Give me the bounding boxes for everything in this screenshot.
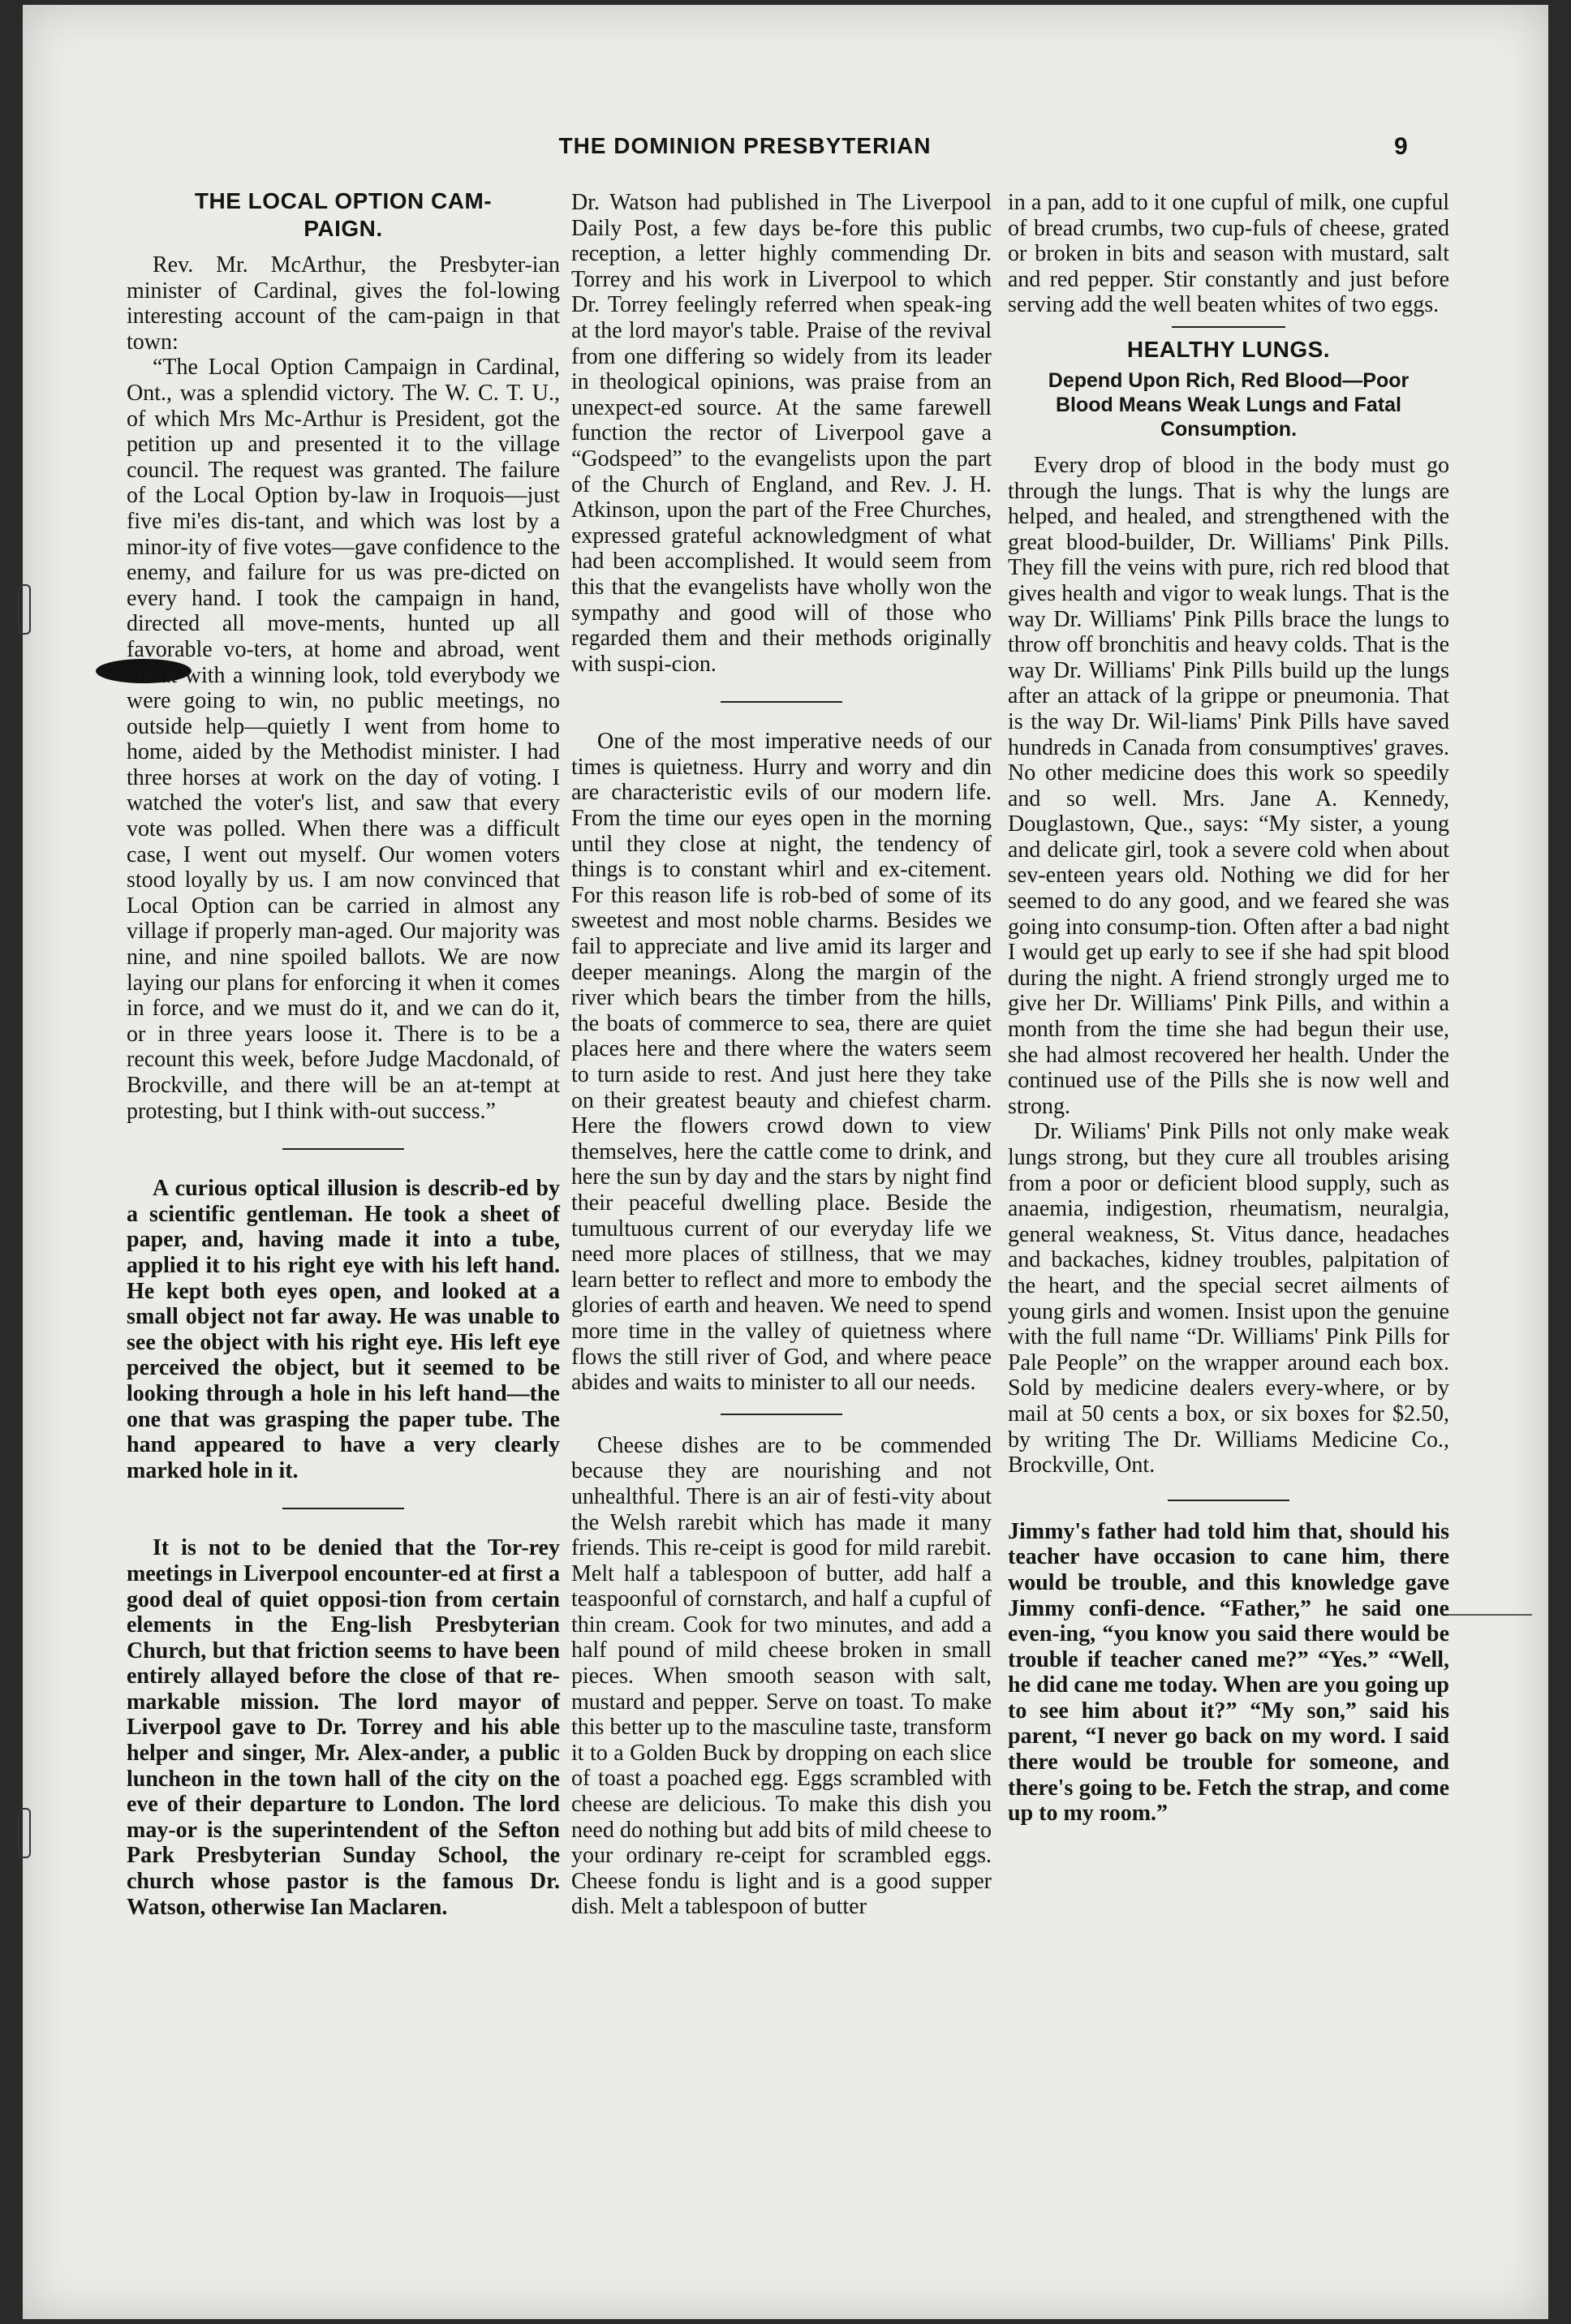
- column-2: [571, 190, 992, 1920]
- headline-local-option: THE LOCAL OPTION CAM- PAIGN.: [194, 188, 493, 241]
- subhead-healthy-lungs: Depend Upon Rich, Red Blood—Poor Blood Means Weak Lungs and Fatal Consumption.: [1048, 368, 1410, 441]
- page-number: 9: [1394, 133, 1408, 160]
- column-1: [127, 187, 560, 1920]
- running-title: THE DOMINION PRESBYTERIAN: [558, 133, 932, 158]
- column-rule: [1172, 326, 1285, 328]
- article-jimmy-father: Jimmy's father had told him that, should his teacher have occasion to cane him, there would be trouble, and this knowledge gave Jimmy confi-dence. “Father,” he said one even-ing, “you know you said there would be trouble if teacher caned me?” “Yes.” “Well, he did cane me today. When are you going up to see him about it?” “My son,” said his parent, “I never go back on my word. I said there would be trouble for someone, and there's going to be. Fetch the strap, and come up to my room.”: [1008, 1518, 1449, 1827]
- article-torrey-meetings: It is not to be denied that the Tor-rey meetings in Liverpool encounter-ed at first a good deal of quiet opposi-tion from certain elements in the Eng-lish Presbyterian Church, but that friction seems to have been entirely allayed before the close of that re-markable mission. The lord mayor of Liverpool gave to Dr. Torrey and his able helper and singer, Mr. Alex-ander, a public luncheon in the town hall of the city on the eve of their departure to London. The lord may-or is the superintendent of the Sefton Park Presbyterian Sunday School, the church whose pastor is the famous Dr. Watson, otherwise Ian Maclaren.: [127, 1535, 560, 1920]
- article-cheese-continued: in a pan, add to it one cupful of milk, one cupful of bread crumbs, two cup-fuls of cheese, grated or broken in bits and season with mustard, salt and red pepper. Stir constantly and just before serving add the well beaten whites of two eggs.: [1008, 190, 1449, 318]
- article-local-option-intro: Rev. Mr. McArthur, the Presbyter-ian minister of Cardinal, gives the fol-lowing interesting account of the cam-paign in that town:: [127, 252, 560, 355]
- column-rule: [282, 1148, 404, 1150]
- column-rule: [721, 701, 842, 703]
- advert-healthy-lungs-body: Every drop of blood in the body must go through the lungs. That is why the lungs are helped, and healed, and strengthened with the great blood-builder, Dr. Williams' Pink Pills. They fill the veins with pure, rich red blood that gives health and vigor to weak lungs. That is the way Dr. Williams' Pink Pills brace the lungs to throw off bronchitis and heavy colds. That is the way Dr. Williams' Pink Pills build up the lungs after an attack of la grippe or pneumonia. That is the way Dr. Wil-liams' Pink Pills have saved hundreds in Canada from consumptives' graves. No other medicine does this work so speedily and so well. Mrs. Jane A. Kennedy, Douglastown, Que., says: “My sister, a young and delicate girl, took a severe cold when about sev-enteen years old. Nothing we did for her seemed to do any good, and we feared she was going into consump-tion. Often after a bad night I would get up early to see if she had spit blood during the night. A friend strongly urged me to give her Dr. Williams' Pink Pills, and within a month from the time she had begun their use, she had almost recovered her health. Under the continued use of the Pills she is now well and strong.: [1008, 452, 1449, 1119]
- column-rule: [282, 1508, 404, 1509]
- column-rule: [721, 1414, 842, 1415]
- column-3: [1008, 190, 1449, 1827]
- advert-healthy-lungs-cure: Dr. Wiliams' Pink Pills not only make weak lungs strong, but they cure all troubles arising from a poor or deficient blood supply, such as anaemia, indigestion, rheumatism, neuralgia, general weakness, St. Vitus dance, headaches and backaches, kidney troubles, palpitation of the heart, and the special secret ailments of young girls and women. Insist upon the genuine with the full name “Dr. Williams' Pink Pills for Pale People” on the wrapper around each box. Sold by medicine dealers every-where, or by mail at 50 cents a box, or six boxes for $2.50, by writing The Dr. Williams Medicine Co., Brockville, Ont.: [1008, 1119, 1449, 1478]
- article-optical-illusion: A curious optical illusion is describ-ed by a scientific gentleman. He took a sheet of paper, and, having made it into a tube, applied it to his right eye with his left hand. He kept both eyes open, and looked at a small object not far away. He was unable to see the object with his right eye. His left eye perceived the object, but it seemed to be looking through a hole in his left hand—the one that was grasping the paper tube. The hand appeared to have a very clearly marked hole in it.: [127, 1176, 560, 1483]
- column-rule: [1168, 1500, 1289, 1501]
- margin-stray-line: [1443, 1614, 1532, 1616]
- binding-mark-top: [18, 584, 31, 635]
- binding-mark-bottom: [18, 1808, 31, 1858]
- article-torrey-continued: Dr. Watson had published in The Liverpool Daily Post, a few days be-fore this public reception, a letter highly commending Dr. Torrey and his work in Liverpool to which Dr. Torrey feelingly referred when speak-ing at the lord mayor's table. Praise of the revival from one differing so widely from its leader in theological opinions, was praise from an unexpect-ed source. At the same farewell function the rector of Liverpool gave a “Godspeed” to the evangelists upon the part of the Church of England, and Rev. J. H. Atkinson, upon the part of the Free Churches, expressed grateful acknowledgment of what had been accomplished. It would seem from this that the evangelists have wholly won the sympathy and good will of those who regarded them and their methods originally with suspi-cion.: [571, 190, 992, 677]
- article-quietness: One of the most imperative needs of our times is quietness. Hurry and worry and din are characteristic evils of our modern life. From the time our eyes open in the morning until they close at night, the tendency of things is to constant whirl and ex-citement. For this reason life is rob-bed of some of its sweetest and most noble charms. Besides we fail to appreciate and live amid its larger and deeper meanings. Along the margin of the river which bears the timber from the hills, the boats of commerce to sea, there are quiet places here and there where the waters seem to turn aside to rest. And just here they take on their greatest beauty and chiefest charm. Here the flowers crowd down to view themselves, here the cattle come to drink, and here the sun by day and the stars by night find their peaceful dwelling place. Beside the tumultuous current of our everyday life we need more places of stillness, that we may learn better to reflect and more to embody the glories of earth and heaven. We need to spend more time in the valley of quietness where flows the still river of God, and where peace abides and waits to minister to all our needs.: [571, 729, 992, 1396]
- headline-healthy-lungs: HEALTHY LUNGS.: [1126, 336, 1331, 362]
- newspaper-page: [23, 5, 1548, 2319]
- article-cheese-dishes: Cheese dishes are to be commended because they are nourishing and not unhealthful. There is an air of festi-vity about the Welsh rarebit which has made it many friends. This re-ceipt is good for mild rarebit. Melt half a tablespoon of butter, add half a teaspoonful of cornstarch, and half a cupful of thin cream. Cook for two minutes, and add a half pound of mild cheese broken in small pieces. When smooth season with salt, mustard and pepper. Serve on toast. To make this better up to the masculine taste, transform it to a Golden Buck by dropping on each slice of toast a poached egg. Eggs scrambled with cheese are delicious. To make this dish you need do nothing but add bits of mild cheese to your ordinary re-ceipt for scrambled eggs. Cheese fondu is light and is a good supper dish. Melt a tablespoon of butter: [571, 1432, 992, 1920]
- article-local-option-quote: “The Local Option Campaign in Cardinal, Ont., was a splendid victory. The W. C. T. U., of which Mrs Mc-Arthur is President, got the petition up and presented it to the village council. The request was granted. The failure of the Local Option by-law in Iroquois—just five mi'es dis-tant, and which was lost by a minor-ity of five votes—gave confidence to the enemy, and failure for us was pre-dicted on every hand. I took the campaign in hand, directed all move-ments, hunted up all favorable vo-ters, at home and abroad, went about with a winning look, told everybody we were going to win, no public meetings, no outside help—quietly I went from home to home, aided by the Methodist minister. I had three horses at work on the day of voting. I watched the voter's list, and saw that every vote was polled. When there was a difficult case, I went out myself. Our women voters stood loyally by us. I am now convinced that Local Option can be carried in almost any village if properly man-aged. Our majority was nine, and nine spoiled ballots. We are now laying our plans for enforcing it when it comes in force, and we must do it, and we can do it, or in three years loose it. There is to be a recount this week, before Judge Macdonald, of Brockville, and there will be an at-tempt at protesting, but I think with-out success.”: [127, 355, 560, 1124]
